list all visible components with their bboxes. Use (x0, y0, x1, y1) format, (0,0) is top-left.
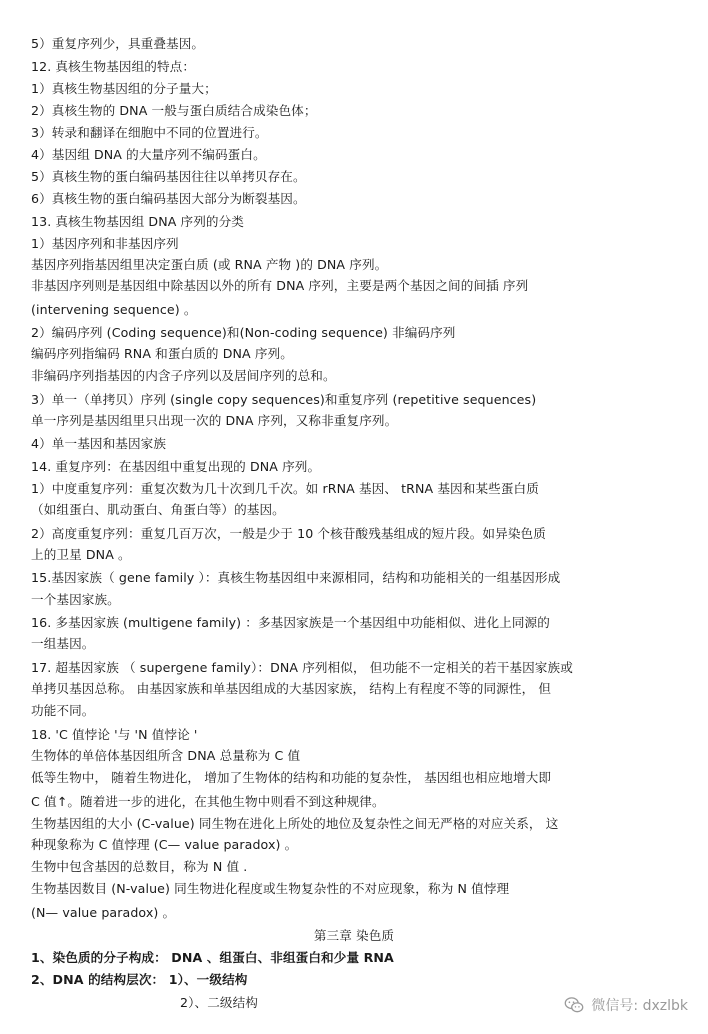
wechat-icon (563, 994, 585, 1016)
text-line: 5）重复序列少，具重叠基因。 (31, 36, 205, 51)
text-line: 6）真核生物的蛋白编码基因大部分为断裂基因。 (31, 191, 306, 206)
section-heading: 14. 重复序列：在基因组中重复出现的 DNA 序列。 (31, 459, 321, 474)
section-heading: 18. 'C 值悖论 '与 'N 值悖论 ' (31, 727, 198, 742)
section-heading: 13. 真核生物基因组 DNA 序列的分类 (31, 214, 244, 229)
text-line: 基因序列指基因组里决定蛋白质 (或 RNA 产物 )的 DNA 序列。 (31, 257, 388, 272)
text-line: 5）真核生物的蛋白编码基因往往以单拷贝存在。 (31, 169, 306, 184)
text-line: 功能不同。 (31, 703, 95, 718)
text-line: 单拷贝基因总称。 由基因家族和单基因组成的大基因家族， 结构上有程度不等的同源性， 但 (31, 681, 552, 696)
text-line: 生物基因组的大小 (C-value) 同生物在进化上所处的地位及复杂性之间无严格的对应关系， 这 (31, 816, 559, 831)
text-line: 单一序列是基因组里只出现一次的 DNA 序列，又称非重复序列。 (31, 413, 398, 428)
text-line: 一组基因。 (31, 636, 95, 651)
text-line: 1、染色质的分子构成： DNA 、组蛋白、非组蛋白和少量 RNA (31, 950, 394, 965)
text-line: 3）转录和翻译在细胞中不同的位置进行。 (31, 125, 268, 140)
watermark-text: 微信号: dxzlbk (591, 998, 688, 1014)
text-line: 2）、二级结构 (180, 995, 258, 1010)
section-heading: 15.基因家族（ gene family ）：真核生物基因组中来源相同，结构和功能相关的一组基因形成 (31, 570, 561, 585)
text-line: 2、DNA 的结构层次： 1）、一级结构 (31, 972, 248, 987)
text-line: 上的卫星 DNA 。 (31, 547, 131, 562)
text-line: 非基因序列则是基因组中除基因以外的所有 DNA 序列，主要是两个基因之间的间插 序列 (31, 278, 529, 293)
text-line: 2）高度重复序列：重复几百万次，一般是少于 10 个核苷酸残基组成的短片段。如异染色质 (31, 526, 546, 541)
text-line: 生物体的单倍体基因组所含 DNA 总量称为 C 值 (31, 748, 301, 763)
text-line: 2）编码序列 (Coding sequence)和(Non-coding sequence) 非编码序列 (31, 325, 456, 340)
text-line: (intervening sequence) 。 (31, 302, 197, 317)
section-heading: 16. 多基因家族 (multigene family) ：多基因家族是一个基因组中功能相似、进化上同源的 (31, 615, 550, 630)
text-line: (N— value paradox) 。 (31, 905, 176, 920)
text-line: 低等生物中， 随着生物进化， 增加了生物体的结构和功能的复杂性， 基因组也相应地增大即 (31, 770, 552, 785)
text-line: 1）中度重复序列：重复次数为几十次到几千次。如 rRNA 基因、 tRNA 基因和某些蛋白质 (31, 481, 539, 496)
text-line: 1）基因序列和非基因序列 (31, 236, 179, 251)
text-line: 生物基因数目 (N-value) 同生物进化程度或生物复杂性的不对应现象，称为 N 值悖理 (31, 881, 510, 896)
section-heading: 17. 超基因家族 （ supergene family）：DNA 序列相似， 但功能不一定相关的若干基因家族或 (31, 660, 573, 675)
text-line: 4）单一基因和基因家族 (31, 436, 167, 451)
text-line: 非编码序列指基因的内含子序列以及居间序列的总和。 (31, 368, 336, 383)
text-line: 4）基因组 DNA 的大量序列不编码蛋白。 (31, 147, 266, 162)
text-line: 一个基因家族。 (31, 592, 120, 607)
text-line: C 值↑。随着进一步的进化，在其他生物中则看不到这种规律。 (31, 794, 385, 809)
wechat-watermark (563, 993, 688, 1017)
text-line: 2）真核生物的 DNA 一般与蛋白质结合成染色体； (31, 103, 317, 118)
text-line: 3）单一（单拷贝）序列 (single copy sequences)和重复序列 (repetitive sequences) (31, 392, 537, 407)
chapter-title: 第三章 染色质 (313, 928, 395, 943)
section-heading: 12. 真核生物基因组的特点： (31, 59, 196, 74)
text-line: 1）真核生物基因组的分子量大； (31, 81, 217, 96)
text-line: （如组蛋白、肌动蛋白、角蛋白等）的基因。 (31, 502, 285, 517)
text-line: 生物中包含基因的总数目，称为 N 值 . (31, 859, 248, 874)
text-line: 种现象称为 C 值悖理 (C— value paradox) 。 (31, 837, 298, 852)
text-line: 编码序列指编码 RNA 和蛋白质的 DNA 序列。 (31, 346, 293, 361)
